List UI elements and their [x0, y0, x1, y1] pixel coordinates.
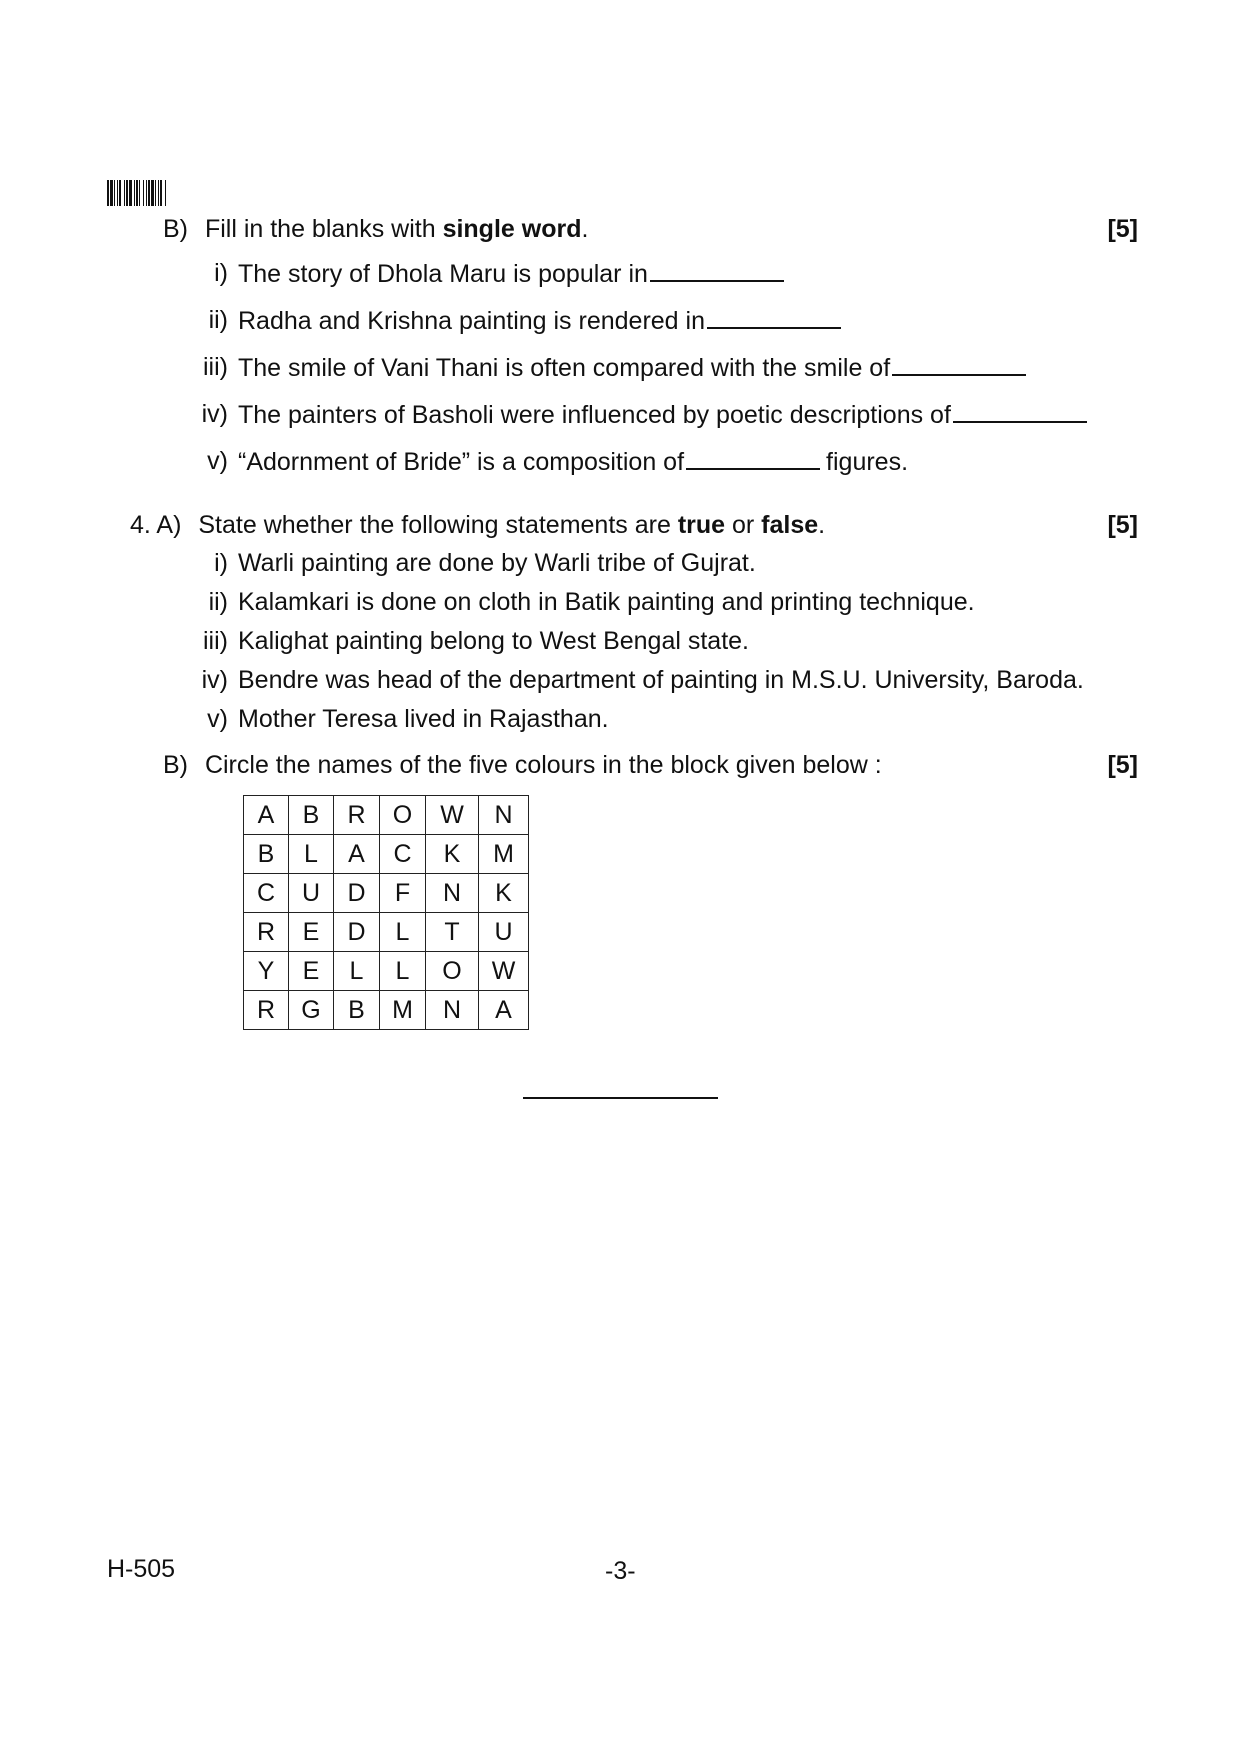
statement-text: Bendre was head of the department of painting in M.S.U. University, Baroda.: [238, 666, 1084, 694]
paper-code: H-505: [107, 1555, 176, 1583]
end-rule: [523, 1097, 718, 1099]
grid-row: [244, 991, 529, 1030]
question-4a-period: .: [818, 511, 826, 539]
section-b2-text: Circle the names of the five colours in the block given below :: [204, 751, 882, 779]
grid-row: [244, 913, 529, 952]
fill-blank-number: iv): [201, 400, 228, 428]
fill-blank-number: iii): [203, 353, 228, 381]
grid-cell: R: [334, 796, 380, 835]
grid-cell: R: [244, 991, 289, 1030]
fill-blank-text: The smile of Vani Thani is often compared with the smile of: [238, 354, 891, 382]
question-4a-or: or: [725, 511, 762, 539]
grid-row: [244, 835, 529, 874]
statement-number: iv): [201, 666, 228, 694]
grid-row: [244, 952, 529, 991]
grid-cell: D: [334, 874, 380, 913]
grid-cell: N: [426, 874, 479, 913]
grid-cell: E: [289, 952, 334, 991]
grid-cell: U: [479, 913, 529, 952]
section-b2-heading: [163, 750, 882, 780]
statement-number: iii): [203, 627, 228, 655]
grid-cell: R: [244, 913, 289, 952]
statement-number: i): [214, 549, 228, 577]
section-b-heading: [163, 214, 588, 244]
fill-blank-number: v): [207, 447, 228, 475]
grid-cell: A: [244, 796, 289, 835]
barcode: [107, 180, 247, 206]
fill-blank-item: [238, 446, 908, 477]
grid-cell: A: [334, 835, 380, 874]
grid-cell: G: [289, 991, 334, 1030]
section-b-bold: single word: [442, 215, 582, 243]
grid-cell: L: [380, 913, 426, 952]
grid-row: [244, 874, 529, 913]
blank-line: [686, 446, 820, 470]
question-4a-false: false: [761, 511, 819, 539]
grid-cell: N: [426, 991, 479, 1030]
page-number: -3-: [605, 1557, 636, 1585]
blank-line: [892, 352, 1026, 376]
grid-cell: W: [479, 952, 529, 991]
section-b2-marks: [5]: [1107, 751, 1138, 779]
grid-cell: L: [334, 952, 380, 991]
grid-cell: L: [380, 952, 426, 991]
fill-blank-item: [238, 352, 1026, 383]
fill-blank-number: i): [214, 259, 228, 287]
statement-text: Kalamkari is done on cloth in Batik painting and printing technique.: [238, 588, 975, 616]
grid-cell: M: [479, 835, 529, 874]
fill-blank-suffix: figures.: [826, 448, 909, 476]
section-b-label: B): [163, 215, 188, 243]
statement-text: Warli painting are done by Warli tribe of Gujrat.: [238, 549, 756, 577]
blank-line: [707, 305, 841, 329]
grid-cell: A: [479, 991, 529, 1030]
grid-cell: Y: [244, 952, 289, 991]
grid-cell: O: [380, 796, 426, 835]
grid-cell: B: [244, 835, 289, 874]
fill-blank-item: [238, 258, 784, 289]
grid-cell: U: [289, 874, 334, 913]
fill-blank-number: ii): [208, 306, 228, 334]
grid-cell: B: [334, 991, 380, 1030]
blank-line: [650, 258, 784, 282]
grid-cell: L: [289, 835, 334, 874]
statement-number: v): [207, 705, 228, 733]
question-4a-marks: [5]: [1107, 511, 1138, 539]
grid-cell: F: [380, 874, 426, 913]
question-4a-heading: [130, 510, 825, 540]
section-b2-label: B): [163, 751, 188, 779]
fill-blank-text: The story of Dhola Maru is popular in: [238, 260, 648, 288]
section-b-text: Fill in the blanks with: [204, 215, 443, 243]
blank-line: [953, 399, 1087, 423]
grid-cell: M: [380, 991, 426, 1030]
letter-grid: [243, 795, 529, 1030]
grid-cell: B: [289, 796, 334, 835]
fill-blank-item: [238, 399, 1087, 430]
grid-cell: C: [244, 874, 289, 913]
fill-blank-item: [238, 305, 841, 336]
section-b-marks: [5]: [1107, 215, 1138, 243]
fill-blank-text: The painters of Basholi were influenced by poetic descriptions of: [238, 401, 951, 429]
grid-cell: N: [479, 796, 529, 835]
fill-blank-text: “Adornment of Bride” is a composition of: [238, 448, 685, 476]
section-b-period: .: [581, 215, 589, 243]
grid-cell: K: [479, 874, 529, 913]
grid-cell: C: [380, 835, 426, 874]
statement-number: ii): [208, 588, 228, 616]
question-4a-text: State whether the following statements are: [198, 511, 678, 539]
grid-row: [244, 796, 529, 835]
fill-blank-text: Radha and Krishna painting is rendered in: [238, 307, 705, 335]
grid-cell: K: [426, 835, 479, 874]
statement-text: Mother Teresa lived in Rajasthan.: [238, 705, 609, 733]
question-4a-true: true: [677, 511, 726, 539]
grid-cell: E: [289, 913, 334, 952]
grid-cell: O: [426, 952, 479, 991]
grid-cell: W: [426, 796, 479, 835]
question-4a-label: 4. A): [130, 511, 182, 539]
grid-cell: D: [334, 913, 380, 952]
grid-cell: T: [426, 913, 479, 952]
statement-text: Kalighat painting belong to West Bengal state.: [238, 627, 749, 655]
